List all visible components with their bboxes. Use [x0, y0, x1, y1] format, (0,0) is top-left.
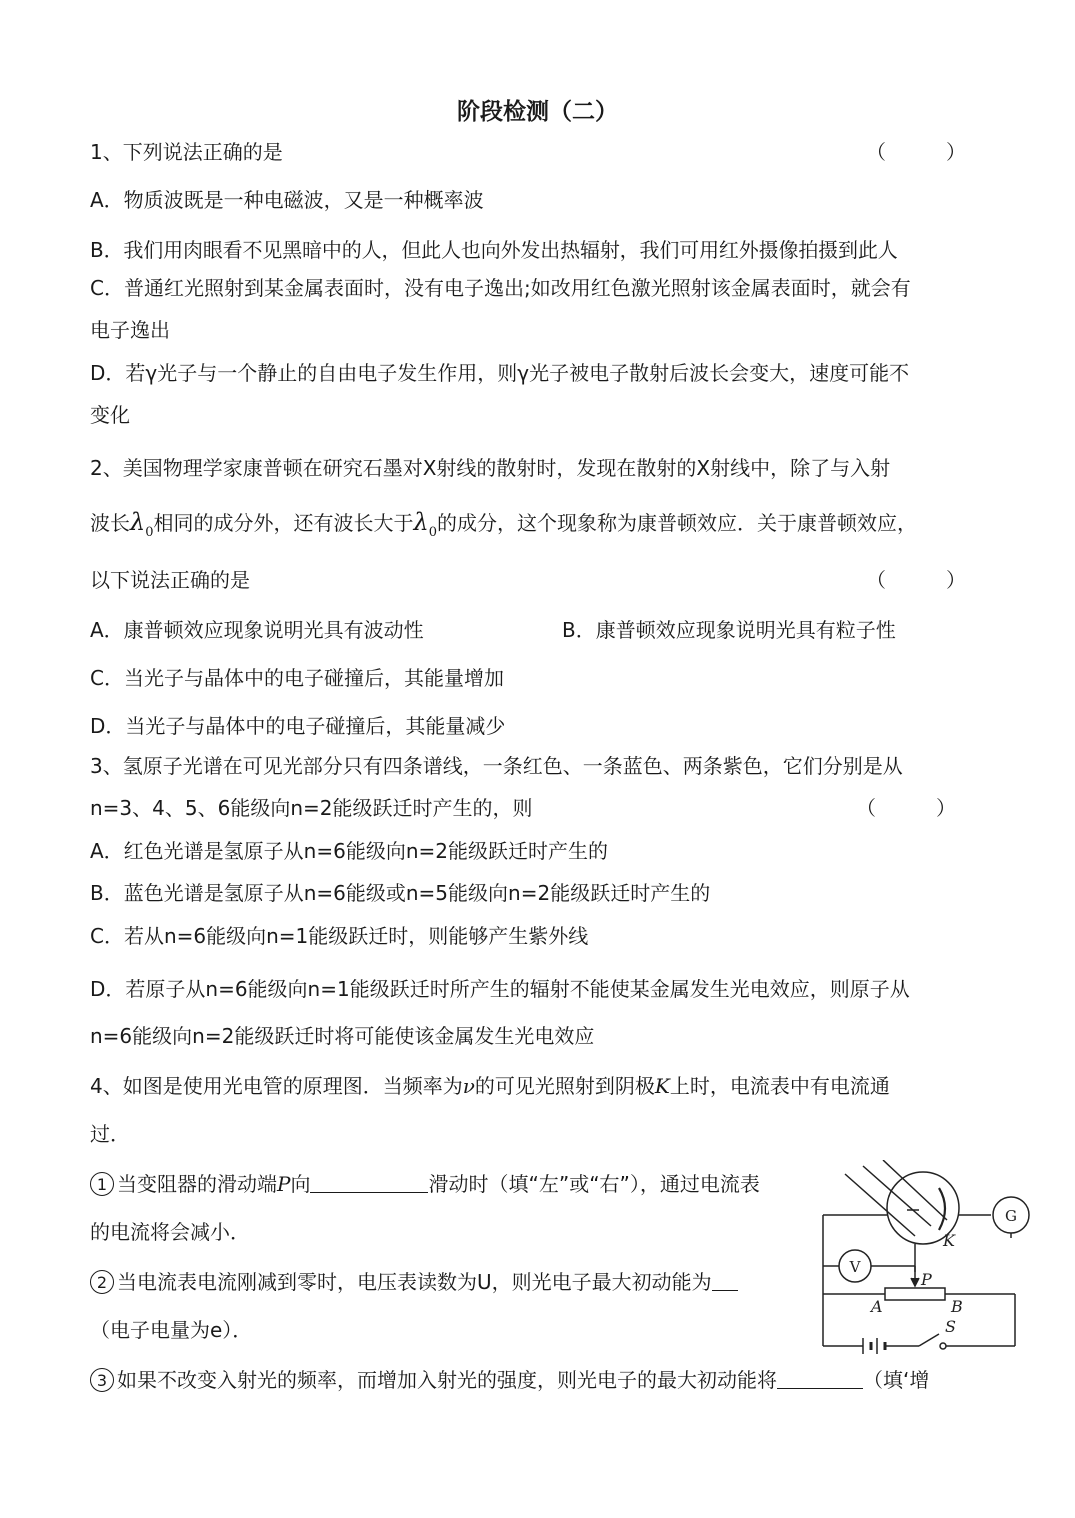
q1-option-a: A．物质波既是一种电磁波，又是一种概率波 — [90, 188, 484, 212]
q3-stem-line2: n=3、4、5、6能级向n=2能级跃迁时产生的，则 — [90, 796, 533, 820]
q2-text-part2: 相同的成分外，还有波长大于 — [153, 511, 414, 535]
q4-stem-line2: 过． — [90, 1122, 130, 1146]
rheostat-icon — [885, 1288, 945, 1300]
q1-option-c-line2: 电子逸出 — [90, 318, 170, 342]
circled-number-1: 1 — [90, 1172, 114, 1196]
q2-answer-paren: （ ） — [866, 568, 966, 592]
lambda-symbol: $\lambda_0$ — [413, 508, 437, 540]
circled-number-2: 2 — [90, 1270, 114, 1294]
q2-stem-line3: 以下说法正确的是 — [90, 568, 250, 592]
q4-sub3-line1: 3 如果不改变入射光的频率，而增加入射光的强度，则光电子的最大初动能将 （填‘增 — [90, 1366, 929, 1394]
circled-number-3: 3 — [90, 1368, 114, 1392]
q2-text-part1: 波长 — [90, 511, 130, 535]
q3-option-d-line1: D．若原子从n=6能级向n=1能级跃迁时所产生的辐射不能使某金属发生光电效应，则原子从 — [90, 977, 910, 1001]
q1-stem: 1、下列说法正确的是 — [90, 140, 283, 164]
label-b: B — [951, 1297, 963, 1316]
q3-answer-paren: （ ） — [856, 796, 956, 820]
q2-option-d: D．当光子与晶体中的电子碰撞后，其能量减少 — [90, 714, 506, 738]
slider-symbol: P — [277, 1172, 291, 1196]
frequency-symbol: ν — [462, 1074, 475, 1098]
cathode-symbol: K — [654, 1074, 670, 1098]
switch-icon — [919, 1334, 939, 1346]
label-a: A — [871, 1297, 883, 1316]
q1-option-b: B．我们用肉眼看不见黑暗中的人，但此人也向外发出热辐射，我们可用红外摄像拍摄到此人 — [90, 238, 898, 262]
light-rays — [845, 1160, 947, 1236]
label-g: G — [1005, 1207, 1017, 1225]
q4-sub2-line2: （电子电量为e）． — [90, 1318, 253, 1342]
q3-option-a: A．红色光谱是氢原子从n=6能级向n=2能级跃迁时产生的 — [90, 839, 608, 863]
label-v: V — [849, 1258, 861, 1276]
q2-option-b: B．康普顿效应现象说明光具有粒子性 — [562, 618, 896, 642]
q4-sub2-line1: 2 当电流表电流刚减到零时，电压表读数为U，则光电子最大初动能为 — [90, 1268, 738, 1296]
q3-option-d-line2: n=6能级向n=2能级跃迁时将可能使该金属发生光电效应 — [90, 1024, 595, 1048]
page-title: 阶段检测（二） — [457, 99, 618, 125]
q4-sub1-line1: 1 当变阻器的滑动端P向 滑动时（填“左”或“右”），通过电流表 — [90, 1170, 760, 1198]
answer-blank-1[interactable] — [310, 1170, 428, 1193]
q2-stem-line2 — [90, 508, 917, 547]
q2-text-part3: 的成分，这个现象称为康普顿效应．关于康普顿效应， — [437, 511, 917, 535]
q4-sub1-line2: 的电流将会减小． — [90, 1220, 250, 1244]
q1-option-c-line1: C．普通红光照射到某金属表面时，没有电子逸出;如改用红色激光照射该金属表面时，就会有 — [90, 276, 911, 300]
label-p: P — [921, 1270, 932, 1289]
answer-blank-3[interactable] — [777, 1366, 863, 1389]
q4-stem-line1: 4、如图是使用光电管的原理图．当频率为ν的可见光照射到阴极K上时，电流表中有电流通 — [90, 1074, 890, 1098]
q1-answer-paren: （ ） — [866, 140, 966, 164]
answer-blank-2[interactable] — [712, 1268, 738, 1291]
label-s: S — [945, 1317, 956, 1336]
q3-stem-line1: 3、氢原子光谱在可见光部分只有四条谱线，一条红色、一条蓝色、两条紫色，它们分别是从 — [90, 754, 903, 778]
q3-option-b: B．蓝色光谱是氢原子从n=6能级或n=5能级向n=2能级跃迁时产生的 — [90, 881, 711, 905]
cathode-icon — [939, 1188, 945, 1230]
q1-option-d-line2: 变化 — [90, 403, 130, 427]
q2-option-a: A．康普顿效应现象说明光具有波动性 — [90, 618, 424, 642]
label-k: K — [943, 1231, 955, 1250]
lambda-symbol: $\lambda_0$ — [130, 508, 154, 540]
phototube-circuit-diagram — [815, 1160, 1035, 1360]
q2-option-c: C．当光子与晶体中的电子碰撞后，其能量增加 — [90, 666, 504, 690]
q2-stem-line1: 2、美国物理学家康普顿在研究石墨对X射线的散射时，发现在散射的X射线中，除了与入射 — [90, 456, 891, 480]
q1-option-d-line1: D．若γ光子与一个静止的自由电子发生作用，则γ光子被电子散射后波长会变大，速度可能不 — [90, 361, 910, 385]
q3-option-c: C．若从n=6能级向n=1能级跃迁时，则能够产生紫外线 — [90, 924, 589, 948]
